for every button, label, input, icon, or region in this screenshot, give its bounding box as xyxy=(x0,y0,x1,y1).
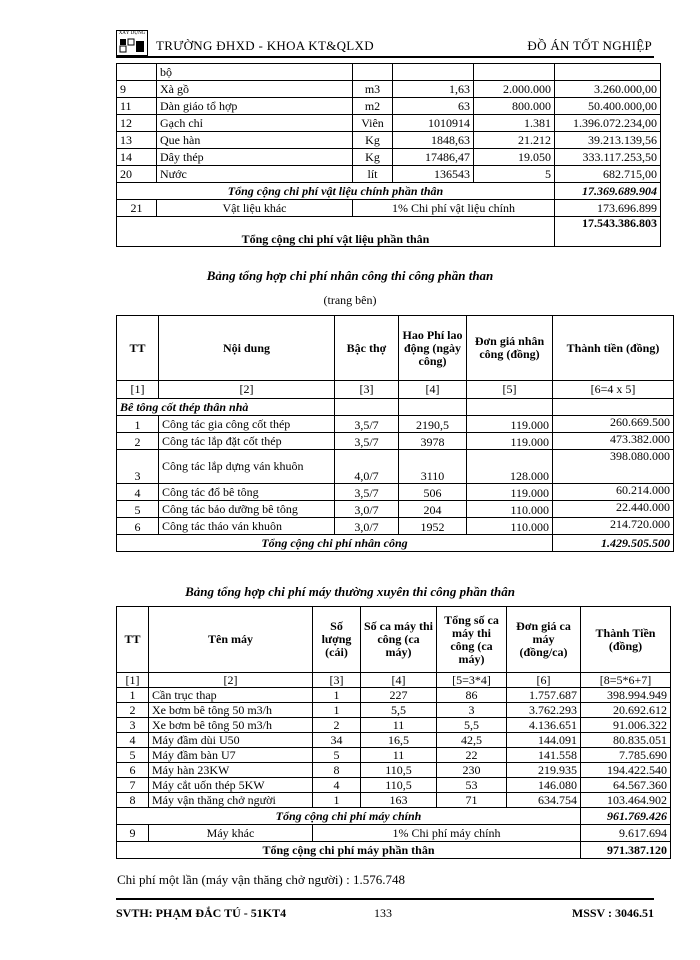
row-price: 5 xyxy=(474,166,555,183)
row-unit: m3 xyxy=(353,81,393,98)
machine-index-cell: [4] xyxy=(361,673,437,688)
row-price: 4.136.651 xyxy=(507,718,581,733)
row-price: 2.000.000 xyxy=(474,81,555,98)
footer-student: SVTH: PHẠM ĐẮC TÚ - 51KT4 xyxy=(116,906,287,920)
table-row xyxy=(117,433,674,450)
row-tt: 4 xyxy=(117,484,159,501)
row-price: 141.558 xyxy=(507,748,581,763)
row-price: 119.000 xyxy=(467,433,553,450)
row-tt: 1 xyxy=(117,688,149,703)
table-row xyxy=(117,416,674,433)
labor-total-value: 1.429.505.500 xyxy=(553,535,674,552)
row-name: Máy đầm bàn U7 xyxy=(149,748,313,763)
row-tt: 5 xyxy=(117,501,159,518)
row-name: Nước xyxy=(157,166,353,183)
row-tt: 3 xyxy=(117,450,159,484)
row-qty: 1,63 xyxy=(393,81,474,98)
row-total: 682.715,00 xyxy=(555,166,661,183)
row-shifts: 227 xyxy=(361,688,437,703)
row-price: 119.000 xyxy=(467,416,553,433)
row-qty: 1 xyxy=(313,793,361,808)
row-name: Que hàn xyxy=(157,132,353,149)
row-total: 473.382.000 xyxy=(553,433,674,450)
row-price: 146.080 xyxy=(507,778,581,793)
row-tt: 9 xyxy=(117,81,157,98)
row-total: 398.994.949 xyxy=(581,688,671,703)
labor-header-row xyxy=(117,316,674,381)
table-row xyxy=(117,778,671,793)
table-row xyxy=(117,518,674,535)
row-shifts: 163 xyxy=(361,793,437,808)
row-tt: 13 xyxy=(117,132,157,149)
machine-header-tt: TT xyxy=(117,607,149,673)
row-total: 194.422.540 xyxy=(581,763,671,778)
row-name: Máy cắt uốn thép 5KW xyxy=(149,778,313,793)
header-school: TRƯỜNG ĐHXD - KHOA KT&QLXD xyxy=(156,38,374,53)
machine-header-total-shifts: Tổng số ca máy thi công (ca máy) xyxy=(437,607,507,673)
table-row xyxy=(117,132,661,149)
labor-header-total: Thành tiền (đồng) xyxy=(553,316,674,381)
labor-index-cell: [2] xyxy=(159,381,335,399)
row-name: Công tác bảo dưỡng bê tông xyxy=(159,501,335,518)
university-logo xyxy=(116,30,148,56)
materials-total-value: 17.543.386.803 xyxy=(555,217,661,247)
row-total-shifts: 5,5 xyxy=(437,718,507,733)
footer-student-id: MSSV : 3046.51 xyxy=(571,906,654,920)
machine-index-cell: [6] xyxy=(507,673,581,688)
row-tt: 20 xyxy=(117,166,157,183)
row-total: 214.720.000 xyxy=(553,518,674,535)
row-grade: 3,5/7 xyxy=(335,433,399,450)
machine-table xyxy=(116,606,671,859)
machine-subtotal-row xyxy=(117,808,671,825)
materials-subtotal-label: Tổng cộng chi phí vật liệu chính phần thân xyxy=(117,183,555,200)
machine-total-label: Tổng cộng chi phí máy phần thân xyxy=(117,842,581,859)
row-labor: 204 xyxy=(399,501,467,518)
row-price xyxy=(474,64,555,81)
machine-header-total: Thành Tiền (đồng) xyxy=(581,607,671,673)
row-qty: 8 xyxy=(313,763,361,778)
materials-total-row xyxy=(117,217,661,247)
materials-other-row xyxy=(117,200,661,217)
row-name: Xe bơm bê tông 50 m3/h xyxy=(149,718,313,733)
row-unit: Kg xyxy=(353,132,393,149)
row-total: 103.464.902 xyxy=(581,793,671,808)
row-name: Cần trục thap xyxy=(149,688,313,703)
labor-header-labor: Hao Phí lao động (ngày công) xyxy=(399,316,467,381)
row-labor: 1952 xyxy=(399,518,467,535)
row-tt: 7 xyxy=(117,778,149,793)
row-name: Công tác đổ bê tông xyxy=(159,484,335,501)
row-total: 333.117.253,50 xyxy=(555,149,661,166)
row-labor: 3978 xyxy=(399,433,467,450)
row-price: 144.091 xyxy=(507,733,581,748)
machine-header-name: Tên máy xyxy=(149,607,313,673)
table-row xyxy=(117,450,674,484)
row-qty: 63 xyxy=(393,98,474,115)
row-qty: 1 xyxy=(313,703,361,718)
machine-header-row xyxy=(117,607,671,673)
table-row xyxy=(117,793,671,808)
materials-other-value: 173.696.899 xyxy=(555,200,661,217)
labor-table xyxy=(116,315,674,552)
materials-other-desc: 1% Chi phí vật liệu chính xyxy=(353,200,555,217)
one-time-cost-note: Chi phí một lần (máy vận thăng chở người) : 1.576.748 xyxy=(117,872,405,887)
row-tt: 1 xyxy=(117,416,159,433)
row-tt: 11 xyxy=(117,98,157,115)
row-labor: 3110 xyxy=(399,450,467,484)
row-tt: 2 xyxy=(117,703,149,718)
row-price: 110.000 xyxy=(467,518,553,535)
row-grade: 3,5/7 xyxy=(335,416,399,433)
row-unit: Viên xyxy=(353,115,393,132)
labor-index-cell: [3] xyxy=(335,381,399,399)
row-total: 91.006.322 xyxy=(581,718,671,733)
labor-header-grade: Bậc thợ xyxy=(335,316,399,381)
table-row xyxy=(117,733,671,748)
row-qty xyxy=(393,64,474,81)
row-unit: lít xyxy=(353,166,393,183)
row-qty: 5 xyxy=(313,748,361,763)
row-tt xyxy=(117,64,157,81)
row-total: 3.260.000,00 xyxy=(555,81,661,98)
row-total-shifts: 53 xyxy=(437,778,507,793)
row-total: 7.785.690 xyxy=(581,748,671,763)
labor-total-row xyxy=(117,535,674,552)
labor-total-label: Tổng cộng chi phí nhân công xyxy=(117,535,553,552)
row-tt: 6 xyxy=(117,518,159,535)
row-name: Xà gồ xyxy=(157,81,353,98)
row-name: Máy đầm dùi U50 xyxy=(149,733,313,748)
row-price: 1.757.687 xyxy=(507,688,581,703)
row-total: 64.567.360 xyxy=(581,778,671,793)
row-tt: 6 xyxy=(117,763,149,778)
machine-header-qty: Số lượng (cái) xyxy=(313,607,361,673)
labor-header-tt: TT xyxy=(117,316,159,381)
row-tt: 5 xyxy=(117,748,149,763)
page-header xyxy=(116,30,654,58)
materials-other-tt: 21 xyxy=(117,200,157,217)
labor-table-subtitle: (trang bên) xyxy=(323,293,377,307)
row-tt: 14 xyxy=(117,149,157,166)
row-total-shifts: 3 xyxy=(437,703,507,718)
table-row xyxy=(117,688,671,703)
logo-text: XÂY DỰNG xyxy=(118,31,146,36)
row-qty: 1010914 xyxy=(393,115,474,132)
page-number: 133 xyxy=(374,906,392,920)
materials-subtotal-value: 17.369.689.904 xyxy=(555,183,661,200)
materials-subtotal-row xyxy=(117,183,661,200)
table-row xyxy=(117,115,661,132)
logo-mark-icon xyxy=(118,37,146,53)
machine-other-row xyxy=(117,825,671,842)
row-shifts: 11 xyxy=(361,748,437,763)
row-tt: 2 xyxy=(117,433,159,450)
row-total-shifts: 42,5 xyxy=(437,733,507,748)
machine-table-title: Bảng tổng hợp chi phí máy thường xuyên thi công phần thân xyxy=(185,584,515,599)
row-total: 60.214.000 xyxy=(553,484,674,501)
row-price: 1.381 xyxy=(474,115,555,132)
page-footer xyxy=(116,898,654,924)
row-shifts: 110,5 xyxy=(361,778,437,793)
row-tt: 8 xyxy=(117,793,149,808)
row-total: 50.400.000,00 xyxy=(555,98,661,115)
row-total: 1.396.072.234,00 xyxy=(555,115,661,132)
labor-group-row xyxy=(117,399,674,416)
row-qty: 34 xyxy=(313,733,361,748)
row-shifts: 5,5 xyxy=(361,703,437,718)
table-row xyxy=(117,166,661,183)
row-labor: 506 xyxy=(399,484,467,501)
machine-header-price: Đơn giá ca máy (đồng/ca) xyxy=(507,607,581,673)
machine-total-row xyxy=(117,842,671,859)
row-name: Công tác tháo ván khuôn xyxy=(159,518,335,535)
labor-table-title: Bảng tổng hợp chi phí nhân công thi công phần than xyxy=(206,268,494,283)
machine-subtotal-value: 961.769.426 xyxy=(581,808,671,825)
row-name: Công tác lắp đặt cốt thép xyxy=(159,433,335,450)
row-grade: 3,5/7 xyxy=(335,484,399,501)
table-row xyxy=(117,149,661,166)
row-name: Máy vận thăng chở người xyxy=(149,793,313,808)
row-shifts: 16,5 xyxy=(361,733,437,748)
machine-other-tt: 9 xyxy=(117,825,149,842)
header-doc-type: ĐỒ ÁN TỐT NGHIỆP xyxy=(527,38,652,53)
machine-index-cell: [1] xyxy=(117,673,149,688)
row-name: bộ xyxy=(157,64,353,81)
row-qty: 2 xyxy=(313,718,361,733)
machine-header-shifts: Số ca máy thi công (ca máy) xyxy=(361,607,437,673)
materials-other-name: Vật liệu khác xyxy=(157,200,353,217)
machine-other-value: 9.617.694 xyxy=(581,825,671,842)
row-total: 20.692.612 xyxy=(581,703,671,718)
row-price: 21.212 xyxy=(474,132,555,149)
machine-total-value: 971.387.120 xyxy=(581,842,671,859)
table-row xyxy=(117,501,674,518)
table-row xyxy=(117,81,661,98)
row-qty: 136543 xyxy=(393,166,474,183)
row-grade: 3,0/7 xyxy=(335,518,399,535)
labor-index-row xyxy=(117,381,674,399)
machine-index-cell: [8=5*6+7] xyxy=(581,673,671,688)
materials-total-label: Tổng cộng chi phí vật liệu phần thân xyxy=(117,217,555,247)
machine-subtotal-label: Tổng cộng chi phí máy chính xyxy=(117,808,581,825)
row-total xyxy=(555,64,661,81)
row-price: 3.762.293 xyxy=(507,703,581,718)
machine-index-cell: [5=3*4] xyxy=(437,673,507,688)
row-tt: 4 xyxy=(117,733,149,748)
row-total: 398.080.000 xyxy=(553,450,674,484)
machine-index-cell: [3] xyxy=(313,673,361,688)
row-qty: 1 xyxy=(313,688,361,703)
row-total: 260.669.500 xyxy=(553,416,674,433)
table-row xyxy=(117,64,661,81)
table-row xyxy=(117,718,671,733)
machine-index-row xyxy=(117,673,671,688)
row-name: Công tác lắp dựng ván khuôn xyxy=(159,450,335,484)
labor-group-label: Bê tông cốt thép thân nhà xyxy=(117,399,335,416)
row-total-shifts: 86 xyxy=(437,688,507,703)
row-total: 22.440.000 xyxy=(553,501,674,518)
row-total-shifts: 230 xyxy=(437,763,507,778)
row-name: Xe bơm bê tông 50 m3/h xyxy=(149,703,313,718)
table-row xyxy=(117,748,671,763)
row-total-shifts: 22 xyxy=(437,748,507,763)
machine-other-desc: 1% Chi phí máy chính xyxy=(313,825,581,842)
labor-index-cell: [5] xyxy=(467,381,553,399)
row-name: Gạch chỉ xyxy=(157,115,353,132)
row-grade: 4,0/7 xyxy=(335,450,399,484)
row-name: Dây thép xyxy=(157,149,353,166)
labor-header-content: Nội dung xyxy=(159,316,335,381)
row-tt: 12 xyxy=(117,115,157,132)
row-total: 80.835.051 xyxy=(581,733,671,748)
row-price: 219.935 xyxy=(507,763,581,778)
table-row xyxy=(117,484,674,501)
table-row xyxy=(117,98,661,115)
row-price: 800.000 xyxy=(474,98,555,115)
row-total-shifts: 71 xyxy=(437,793,507,808)
row-name: Máy hàn 23KW xyxy=(149,763,313,778)
row-unit: Kg xyxy=(353,149,393,166)
labor-index-cell: [4] xyxy=(399,381,467,399)
row-price: 128.000 xyxy=(467,450,553,484)
row-qty: 4 xyxy=(313,778,361,793)
labor-index-cell: [6=4 x 5] xyxy=(553,381,674,399)
row-total: 39.213.139,56 xyxy=(555,132,661,149)
row-shifts: 110,5 xyxy=(361,763,437,778)
row-labor: 2190,5 xyxy=(399,416,467,433)
row-grade: 3,0/7 xyxy=(335,501,399,518)
row-name: Dàn giáo tổ hợp xyxy=(157,98,353,115)
labor-header-price: Đơn giá nhân công (đồng) xyxy=(467,316,553,381)
row-price: 634.754 xyxy=(507,793,581,808)
row-price: 19.050 xyxy=(474,149,555,166)
materials-table xyxy=(116,63,661,247)
table-row xyxy=(117,763,671,778)
row-tt: 3 xyxy=(117,718,149,733)
table-row xyxy=(117,703,671,718)
row-qty: 17486,47 xyxy=(393,149,474,166)
row-name: Công tác gia công cốt thép xyxy=(159,416,335,433)
row-price: 110.000 xyxy=(467,501,553,518)
machine-other-name: Máy khác xyxy=(149,825,313,842)
labor-index-cell: [1] xyxy=(117,381,159,399)
machine-index-cell: [2] xyxy=(149,673,313,688)
row-price: 119.000 xyxy=(467,484,553,501)
row-shifts: 11 xyxy=(361,718,437,733)
row-unit xyxy=(353,64,393,81)
row-qty: 1848,63 xyxy=(393,132,474,149)
row-unit: m2 xyxy=(353,98,393,115)
